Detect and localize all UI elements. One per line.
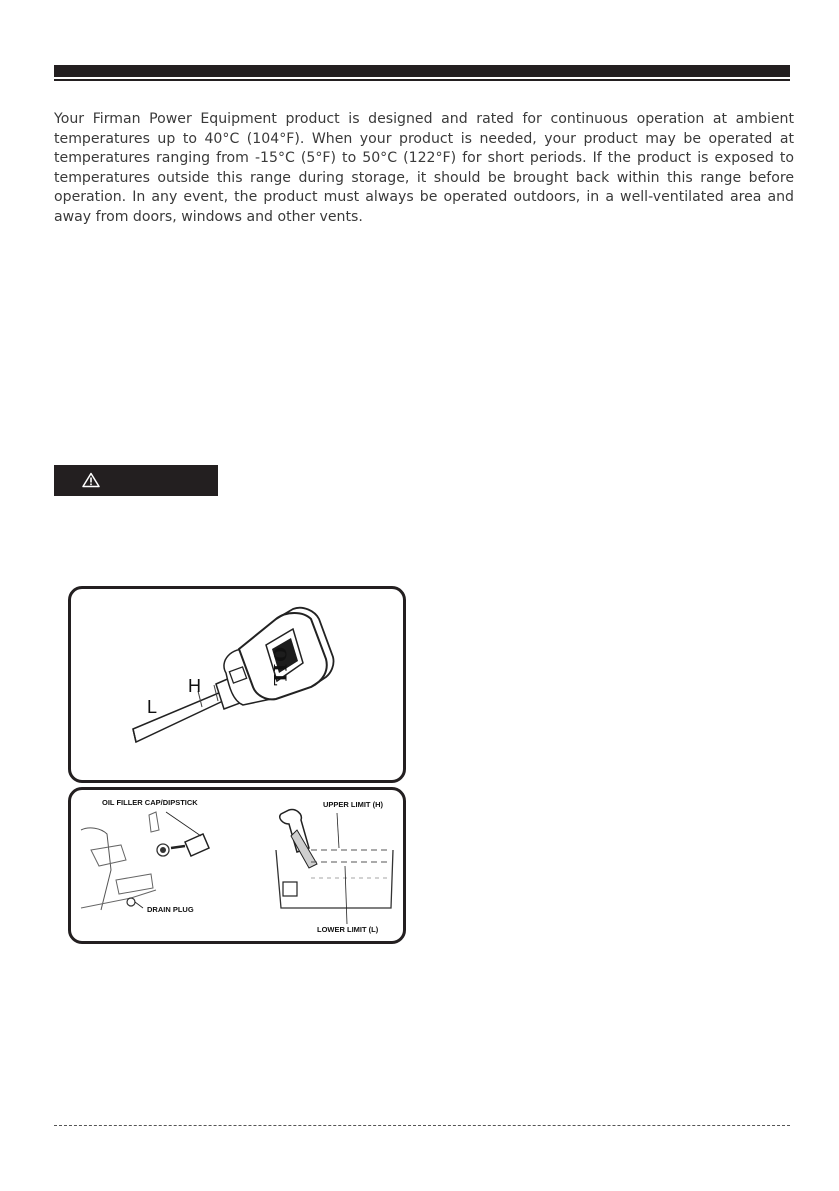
operating-temperature-paragraph: Your Firman Power Equipment product is designed and rated for continuous operation at ambient temperatures up to 40°C (104°F). When your product is needed, your product may be operated at temperatures ranging from -15°C (5°F) to 50°C (122°F) for short periods. If the product is exposed to temperatures outside this range during storage, it should be brought back within this range before operation. In any event, the product must always be operated outdoors, in a well-ventilated area and away from doors, windows and other vents.: [54, 111, 794, 225]
oil-level-illustration: [71, 790, 403, 941]
header-rule-thin: [54, 79, 790, 81]
footer-rule: [54, 1125, 790, 1126]
dipstick-cap-text: OIL: [269, 647, 289, 688]
dipstick-illustration: [71, 589, 403, 780]
oil-level-figure: [68, 787, 406, 944]
header-rule-thick: [54, 65, 790, 77]
drain-plug-label: DRAIN PLUG: [147, 905, 194, 914]
upper-limit-label: UPPER LIMIT (H): [323, 800, 383, 809]
dipstick-mark-high: H: [188, 676, 201, 696]
lower-limit-label: LOWER LIMIT (L): [317, 925, 379, 934]
oil-filler-cap-label: OIL FILLER CAP/DIPSTICK: [102, 798, 198, 807]
dipstick-figure: [68, 586, 406, 783]
dipstick-mark-low: L: [147, 697, 158, 717]
warning-triangle-icon: [82, 472, 100, 488]
warning-label: [54, 465, 218, 496]
